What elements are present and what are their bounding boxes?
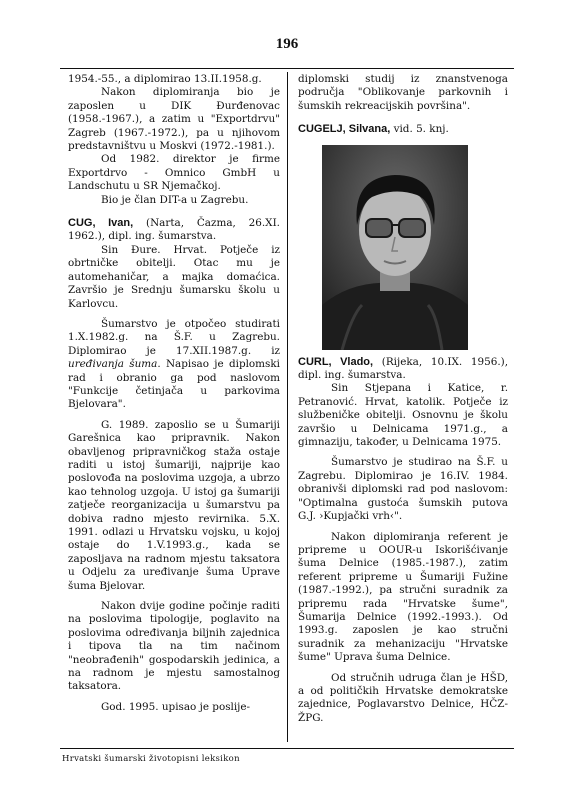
paragraph: Šumarstvo je otpočeo studirati 1.X.1982.g. na Š.F. u Zagrebu. Diplomirao je 17.XII.1987.g. iz uređivanja šuma. Napisao je diplomski rad i obranio ga pod naslovom "Funkcije četinjača u parkovima Bjelovara". [68,317,280,411]
footer-title: Hrvatski šumarski životopisni leksikon [62,754,240,764]
continued-text: diplomski studij iz znanstvenoga područja "Oblikovanje parkovnih i šumskih rekreacijskih površina". [298,73,508,112]
paragraph: Nakon dvije godine počinje raditi na poslovima tipologije, poglavito na poslovima određivanja biljnih zajednica i tipova tla na tim načinom "neobrađenih" gospodarskih jedinica, a na radnom je mjestu samostalnog taksatora. [68,600,280,693]
paragraph: God. 1995. upisao je poslije- [101,700,251,713]
entry-heading-cugelj [298,123,508,136]
entry-name: CURL, Vlado, [298,355,374,368]
paragraph: Nakon diplomiranja referent je pripreme u OOUR-u Iskorišćivanje šuma Delnice (1985.-1987.), zatim referent pripreme u Šumariji Fužine (1987.-1992.), pa stručni suradnik za pripremu rada "Hrvatske šume", Šumarija Delnice (1992.-1993.). Od 1993.g. zaposlen je kao stručni suradnik za mehanizaciju "Hrvatske šume" Uprava šuma Delnice. [298,530,508,664]
paragraph: Od stručnih udruga član je HŠD, a od političkih Hrvatske demokratske zajednice, Poglavarstvo Delnice, HČZ-ŽPG. [298,671,508,724]
entry-heading-cug [68,217,280,244]
paragraph: Od 1982. direktor je firme Exportdrvo - Omnico GmbH u Landschutu u SR Njemačkoj. [68,153,280,193]
entry-details: (Narta, Čazma, 26.XI. 1962.), dipl. ing. šumarstva. [68,217,280,243]
continued-text: 1954.-55., a diplomirao 13.II.1958.g. [68,73,262,85]
entry-name: CUG, Ivan, [68,217,134,230]
footer-rule [60,748,514,749]
entry-name: CUGELJ, Silvana, [298,123,391,136]
right-column [298,73,508,725]
paragraph: Šumarstvo je studirao na Š.F. u Zagrebu. Diplomirao je 16.IV. 1984. obranivši diplomski rad pod naslovom: "Optimalna gustoća šumskih putova G.J. ›Kupjački vrh‹". [298,456,508,523]
left-column [68,73,280,714]
paragraph: Sin Stjepana i Katice, r. Petranović. Hrvat, katolik. Potječe iz službeničke obitelji. Osnovnu je školu završio u Delnicama 1971.g., a gimnaziju, također, u Delnicama 1975. [298,382,508,449]
entry-details: vid. 5. knj. [390,123,449,136]
entry-details: (Rijeka, 10.IX. 1956.), dipl. ing. šumarstva. [298,355,508,382]
column-separator [287,72,288,742]
italic-term: uređivanja šuma [68,358,158,371]
portrait-image [322,145,468,350]
paragraph: Sin Đure. Hrvat. Potječe iz obrtničke obitelji. Otac mu je automehaničar, a majka domaćica. Završio je Srednju šumarsku školu u Karlovcu. [68,243,280,310]
page-number: 196 [275,36,299,52]
header-rule [60,68,514,69]
paragraph: Nakon diplomiranja bio je zaposlen u DIK Đurđenovac (1958.-1967.), a zatim u "Exportdrvu" Zagreb (1967.-1972.), pa u njihovom predstavništvu u Moskvi (1972.-1981.). [68,86,280,153]
paragraph: G. 1989. zaposlio se u Šumariji Garešnica kao pripravnik. Nakon obavljenog pripravničkog staža ostaje raditi u istoj šumariji, najprije kao poslovođa na poslovima uzgoja, a ubrzo kao tehnolog uzgoja. U istoj ga šumariji zatječe reorganizacija u šumarstvu pa dobiva radno mjesto revirnika. 5.X. 1991. odlazi u Hrvatsku vojsku, u kojoj ostaje do 1.V.1993.g., kada se zaposljava na radnom mjestu taksatora u Odjelu za uređivanje šuma Uprave šuma Bjelovar. [68,418,280,592]
entry-heading-curl [298,356,508,383]
paragraph: Bio je član DIT-a u Zagrebu. [101,193,249,206]
portrait-photo [322,145,468,350]
